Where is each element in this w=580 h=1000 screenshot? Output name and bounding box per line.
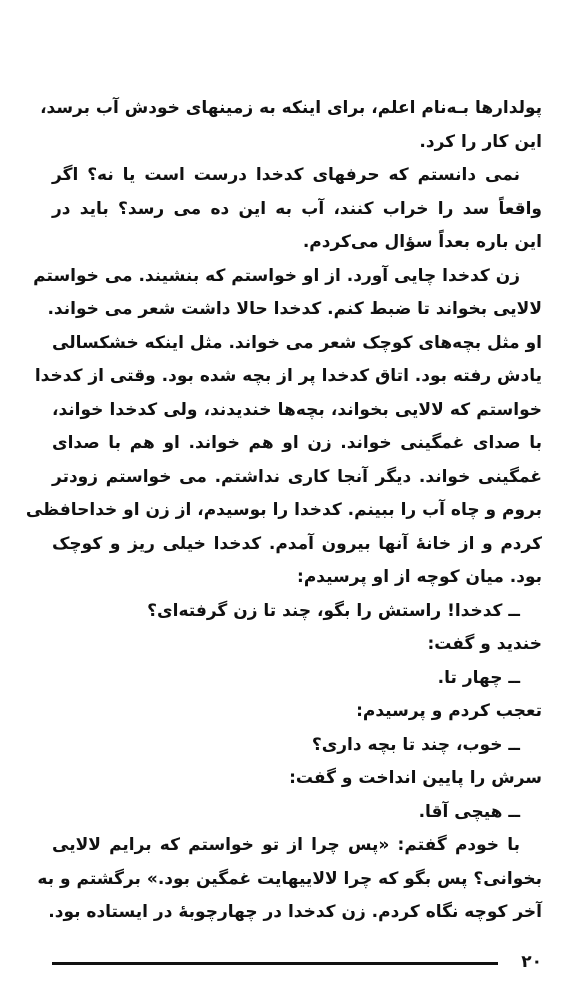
text-line: کردم و از خانهٔ آنها بیرون آمدم. کدخدا خیلی ریز و کوچک [52, 533, 542, 554]
text-line: پولدارها بـه‌نام اعلم، برای اینکه به زمینهای خودش آب برسد، [40, 98, 542, 118]
text-line: با خودم گفتم: «پس چرا از تو خواستم که برایم لالایی [52, 835, 520, 855]
text-line: بود. میان کوچه از او پرسیدم: [297, 567, 542, 587]
text-line: سرش را پایین انداخت و گفت: [289, 768, 542, 788]
text-line: خندید و گفت: [427, 634, 542, 654]
text-line: آخر کوچه نگاه کردم. زن کدخدا در چهارچوبهٔ در ایستاده بود. [48, 902, 542, 922]
text-line: بخوانی؟ پس بگو که چرا لالاییهایت غمگین بود.» برگشتم و به [37, 868, 542, 889]
dialogue-line: ــ کدخدا! راستش را بگو، چند تا زن گرفته‌ای؟ [147, 600, 520, 621]
dialogue-line: ــ خوب، چند تا بچه داری؟ [311, 734, 520, 755]
text-line: این کار را کرد. [419, 131, 542, 152]
text-line: او مثل بچه‌های کوچک شعر می خواند. مثل اینکه خشکسالی [52, 332, 542, 353]
page-number: ۲۰ [521, 952, 542, 972]
text-line: غمگینی خواند. دیگر آنجا کاری نداشتم. می خواستم زودتر [52, 466, 542, 487]
text-line: این باره بعداً سؤال می‌کردم. [302, 232, 542, 252]
text-line: خواستم که لالایی بخواند، بچه‌ها خندیدند، ولی کدخدا خواند، [52, 399, 542, 420]
text-line: لالایی بخواند تا ضبط کنم. کدخدا حالا داشت شعر می خواند. [47, 299, 542, 319]
text-line: واقعاً سد را خراب کنند، آب به این ده می رسد؟ باید در [52, 198, 542, 219]
text-line: تعجب کردم و پرسیدم: [356, 701, 542, 721]
page-body-text [25, 92, 542, 930]
text-line: یادش رفته بود. اتاق کدخدا پر از بچه شده بود. وقتی از کدخدا [34, 366, 542, 386]
text-line: با صدای غمگینی خواند. زن او هم خواند. او هم با صدای [52, 433, 542, 453]
page-footer [52, 950, 542, 974]
dialogue-line: ــ هیچی آقا. [418, 801, 520, 822]
text-line: بروم و چاه آب را ببینم. کدخدا را بوسیدم، از زن او خداحافظی [25, 500, 542, 520]
dialogue-line: ــ چهار تا. [437, 667, 520, 688]
text-line: زن کدخدا چایی آورد. از او خواستم که بنشیند. می خواستم [33, 265, 520, 286]
text-line: نمی دانستم که حرفهای کدخدا درست است یا نه؟ اگر [52, 165, 520, 185]
footer-divider [52, 962, 498, 965]
